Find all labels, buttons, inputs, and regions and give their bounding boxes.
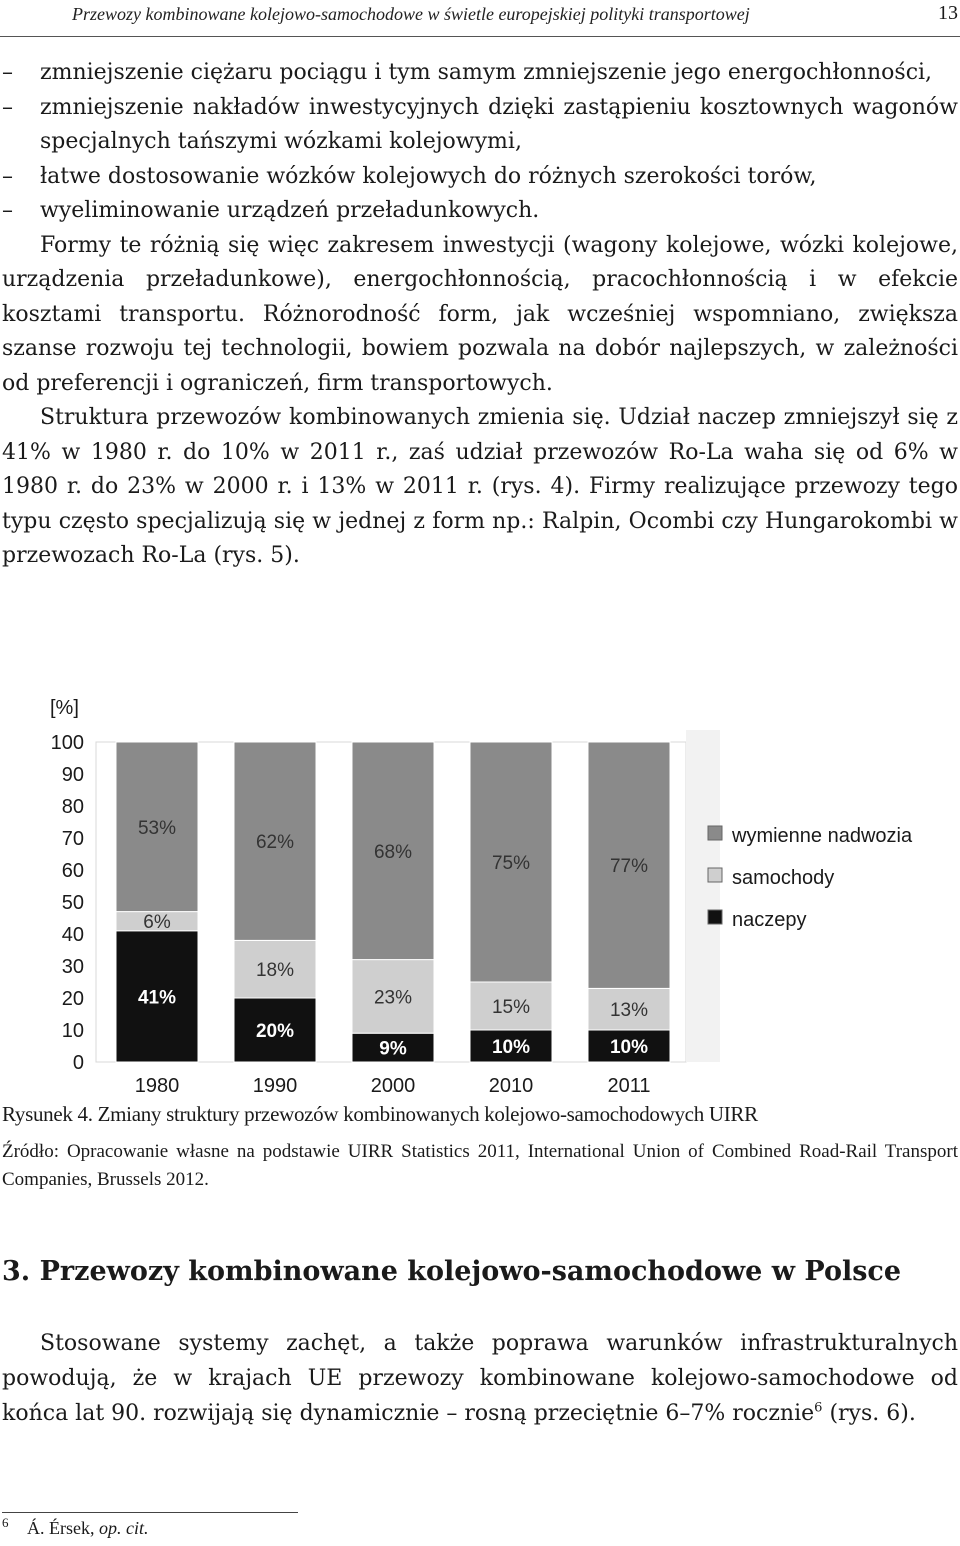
stacked-bar-chart [0,680,960,1100]
data-label: 15% [491,997,531,1018]
figure [0,680,960,1100]
x-tick-label: 1980 [134,1075,180,1097]
running-header [0,0,960,37]
plot-panel [686,730,720,1062]
footnote-italic: op. cit. [98,1518,149,1538]
list-item-text: zmniejszenie ciężaru pociągu i tym samym zmniejszenie jego energochłonności, [40,60,933,85]
dash-marker: – [2,198,13,223]
footnote [2,1515,149,1539]
footnote-ref: 6 [814,1400,823,1416]
x-tick-label: 1990 [252,1075,298,1097]
y-tick-label: 70 [61,828,84,850]
y-tick-label: 40 [61,924,84,946]
figure-caption: Rysunek 4. Zmiany struktury przewozów kombinowanych kolejowo-samochodowych UIRR [2,1102,758,1126]
data-label: 68% [373,841,413,863]
data-label: 6% [143,912,171,934]
data-label: 75% [491,853,531,874]
data-label: 20% [255,1021,295,1042]
running-title: Przewozy kombinowane kolejowo-samochodowe w świetle europejskiej polityki transportowej [72,4,750,24]
section-paragraph-text: Stosowane systemy zachęt, a także poprawa warunków infrastrukturalnych powodują, że w krajach UE przewozy kombinowane kolejowo-samochodowe od końca lat 90. rozwijają się dynamicznie – rosną przeciętnie 6–7% rocznie [2,1331,958,1426]
y-tick-label: 50 [61,892,84,914]
y-tick-label: 0 [72,1052,84,1074]
y-tick-label: 80 [61,796,84,818]
y-tick-label: 30 [61,956,84,978]
section-paragraph [2,1326,958,1431]
legend-swatch [708,826,722,840]
data-label: 23% [373,987,413,1009]
list-item [2,91,958,160]
body-paragraph: Formy te różnią się więc zakresem inwestycji (wagony kolejowe, wózki kolejowe, urządzenia przeładunkowe), energochłonnością, pracochłonnością i w efekcie kosztami transportu. Różnorodność form, jak wcześniej wspomniano, zwiększa szanse rozwoju tej technologii, bowiem pozwala na dobór najlepszych, w zależności od preferencji i ograniczeń, firm transportowych. [2,232,958,396]
body-paragraph: Struktura przewozów kombinowanych zmienia się. Udział naczep zmniejszył się z 41% w 1980 r. do 10% w 2011 r., zaś udział przewozów Ro-La waha się od 6% w 1980 r. do 23% w 2000 r. i 13% w 2011 r. (rys. 4). Firmy realizujące przewozy tego typu często specjalizują się w jednej z form np.: Ralpin, Ocombi czy Hungarokombi w przewozach Ro-La (rys. 5). [2,405,958,568]
bullet-list [2,56,958,574]
y-tick-label: 90 [61,764,84,786]
data-label: 53% [137,817,177,839]
list-item [2,56,958,91]
data-label: 10% [609,1037,649,1058]
data-label: 62% [255,832,295,854]
figure-source: Źródło: Opracowanie własne na podstawie UIRR Statistics 2011, International Union of Combined Road-Rail Transport Companies, Brussels 2012. [2,1141,958,1190]
footnote-text: Á. Érsek, [27,1518,99,1538]
dash-marker: – [2,163,13,189]
x-tick-label: 2000 [370,1075,416,1097]
list-item [2,194,958,229]
footnote-rule [2,1512,298,1513]
y-tick-label: 10 [61,1020,84,1042]
data-label: 77% [609,856,649,878]
dash-marker: – [2,60,13,85]
legend-swatch [708,910,722,924]
data-label: 41% [137,987,177,1009]
section-heading: 3. Przewozy kombinowane kolejowo-samochodowe w Polsce [2,1256,902,1287]
dash-marker: – [2,94,13,120]
page-number: 13 [938,2,958,24]
legend-label: naczepy [732,909,807,931]
y-tick-label: 100 [50,732,84,754]
x-tick-label: 2011 [607,1075,651,1097]
list-item-text: zmniejszenie nakładów inwestycyjnych dzięki zastąpieniu kosztownych wagonów specjalnych tańszymi wózkami kolejowymi, [40,94,958,154]
x-tick-label: 2010 [488,1075,534,1097]
legend-swatch [708,868,722,882]
y-axis-label: [%] [50,697,79,719]
data-label: 10% [491,1037,531,1058]
legend-label: wymienne nadwozia [732,825,913,847]
list-item-text: wyeliminowanie urządzeń przeładunkowych. [40,198,540,223]
section-paragraph-end: (rys. 6). [829,1401,916,1426]
list-item [2,160,958,195]
data-label: 9% [379,1038,407,1060]
footnote-number: 6 [2,1515,9,1530]
data-label: 18% [255,960,295,982]
y-tick-label: 60 [61,860,84,882]
data-label: 13% [609,1000,649,1022]
y-tick-label: 20 [61,988,84,1010]
legend-label: samochody [732,867,835,889]
list-item-text: łatwe dostosowanie wózków kolejowych do różnych szerokości torów, [40,163,817,189]
